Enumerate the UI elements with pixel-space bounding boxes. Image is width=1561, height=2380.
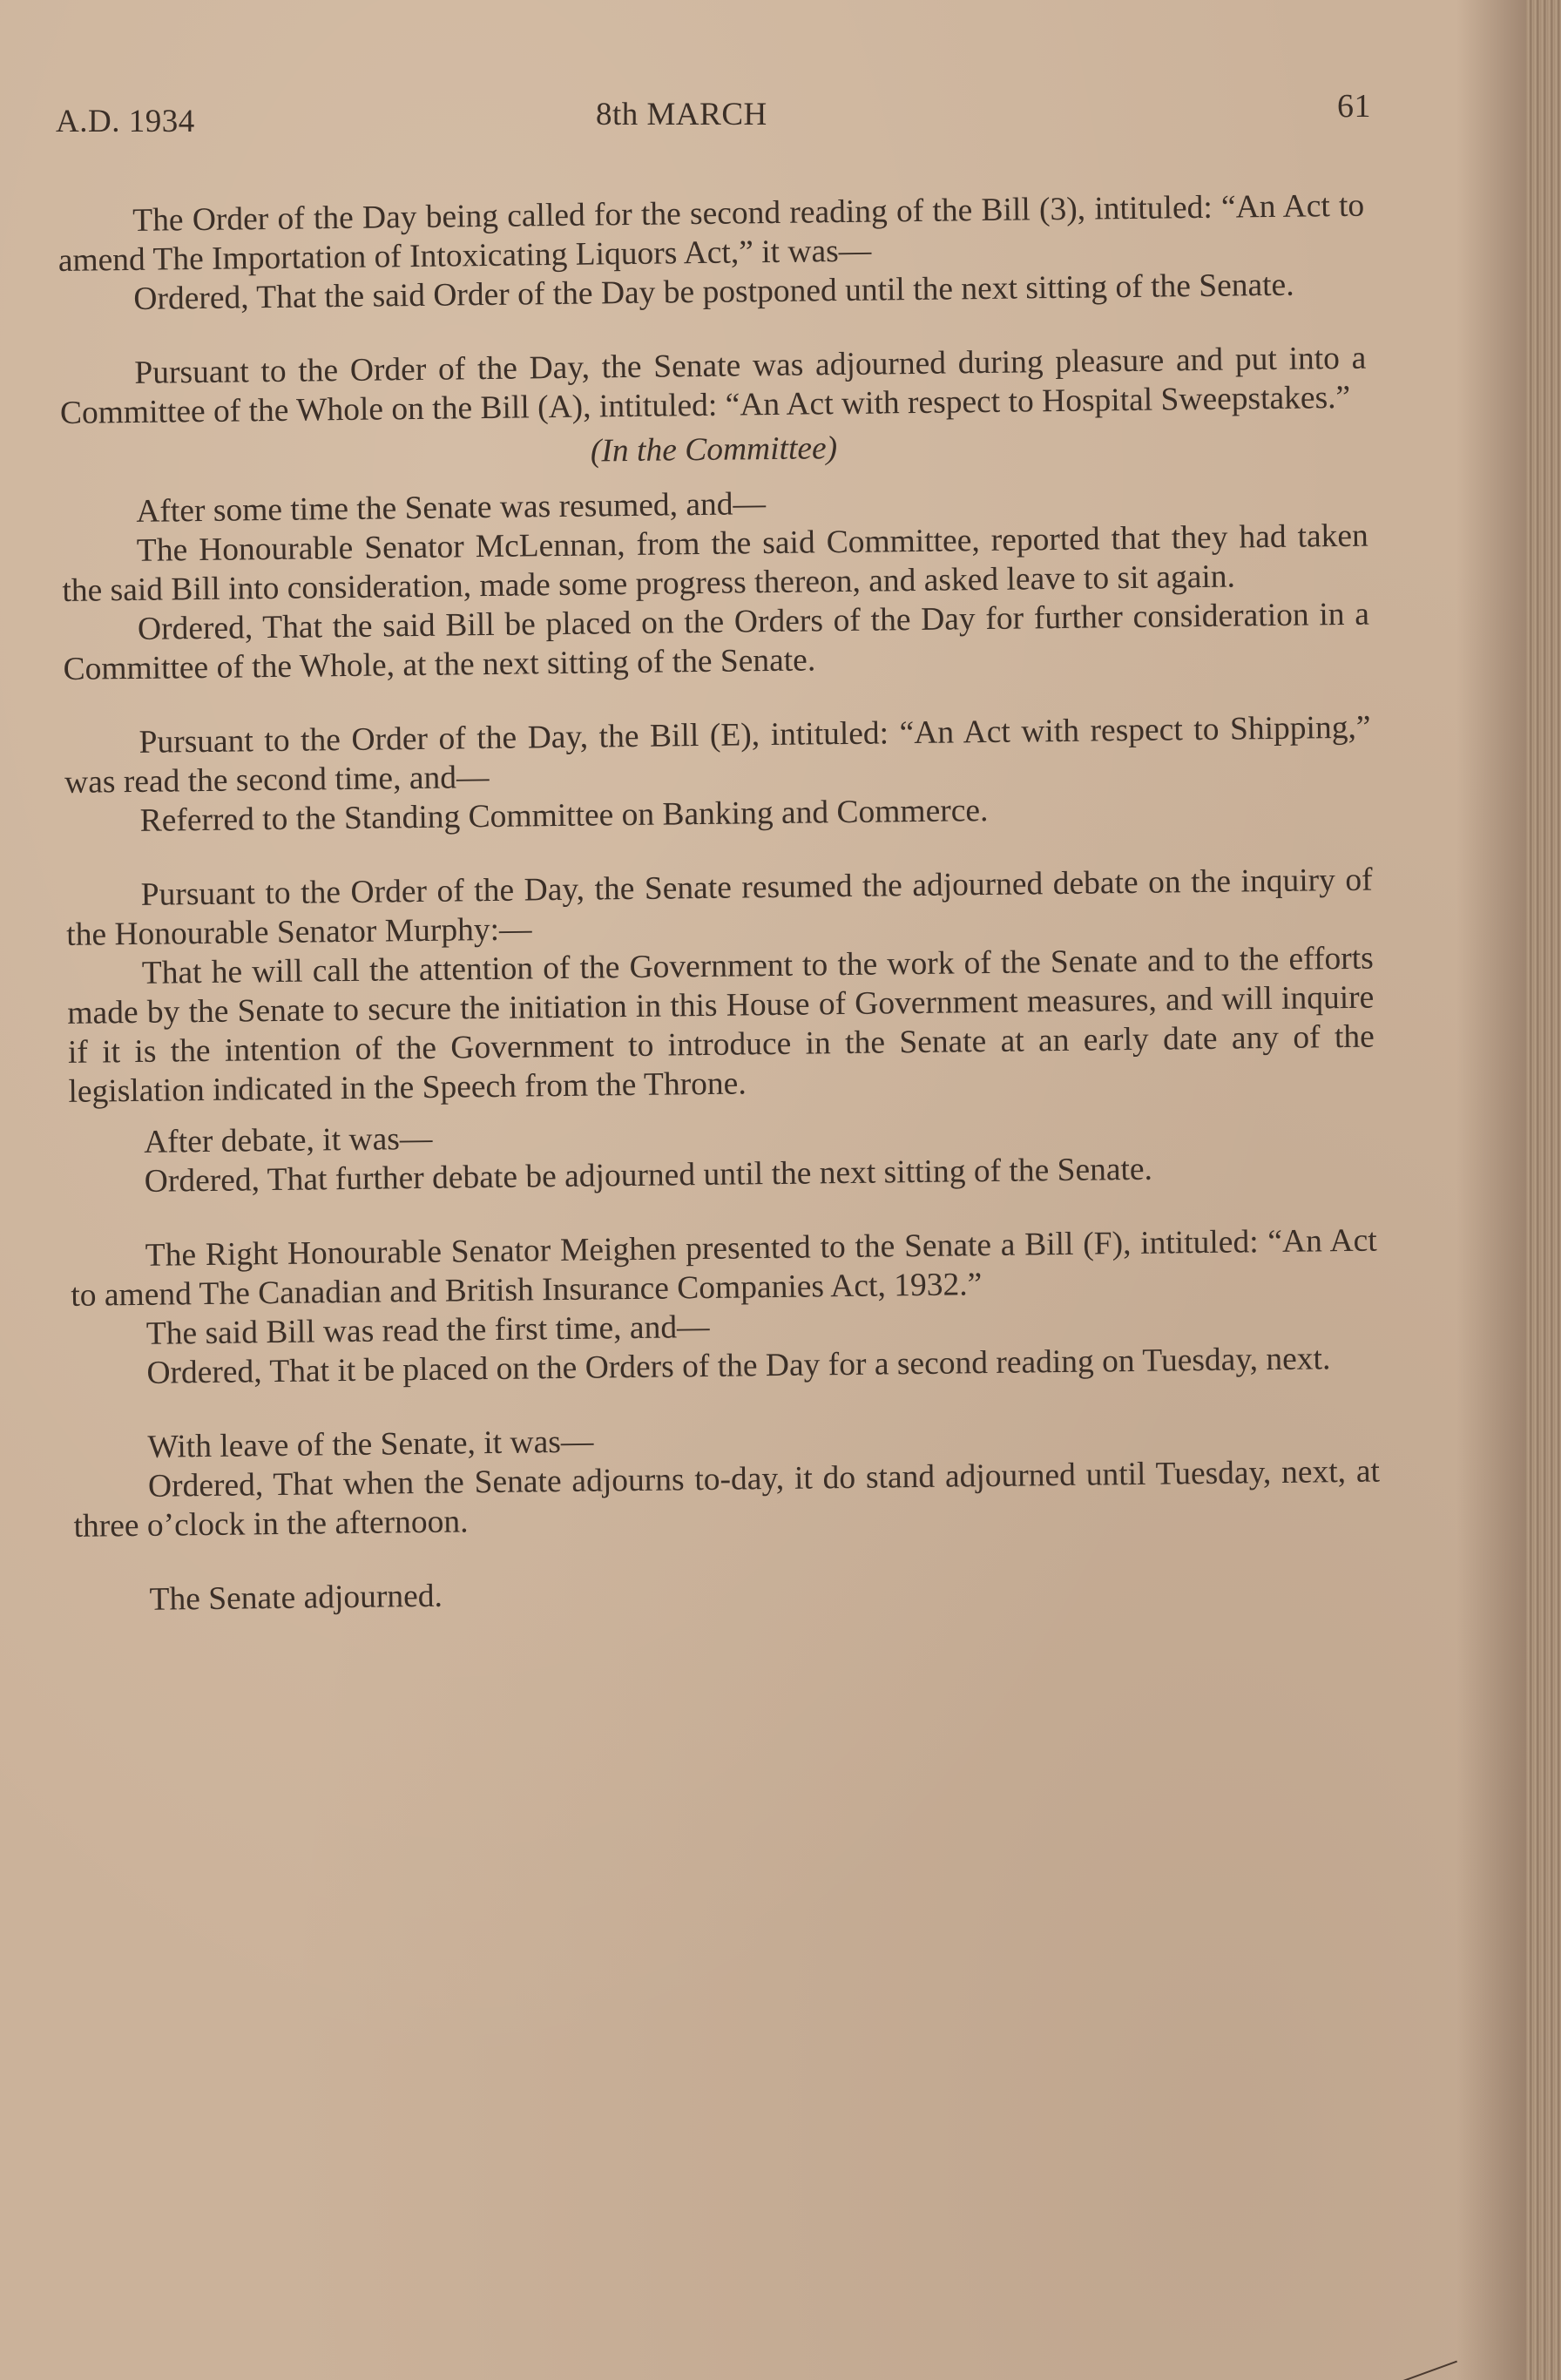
journal-body	[57, 186, 1382, 1620]
paragraph-senate-resumed: After some time the Senate was resumed, and—	[136, 486, 767, 530]
header-date: 8th MARCH	[596, 97, 767, 132]
header-year: A.D. 1934	[56, 104, 195, 139]
page-header	[56, 87, 1371, 139]
book-page-edges	[1526, 0, 1561, 2380]
paragraph-bill-e-second-reading: Pursuant to the Order of the Day, the Bill (E), intituled: “An Act with respect to Shipping,” was read the second time, and—	[64, 709, 1371, 801]
paragraph-bill-3-second-reading: The Order of the Day being called for the second reading of the Bill (3), intituled: “An Act to amend The Importation of Intoxicating Liquors Act,” it was—	[57, 187, 1365, 279]
page-shadow	[1456, 0, 1526, 2380]
paragraph-senate-adjourned: The Senate adjourned.	[149, 1578, 443, 1618]
paragraph-second-reading-tuesday: Ordered, That it be placed on the Orders of the Day for a second reading on Tuesday, next.	[146, 1341, 1331, 1391]
pencil-mark	[1395, 2348, 1457, 2380]
paragraph-murphy-inquiry: That he will call the attention of the Government to the work of the Senate and to the efforts made by the Senate to secure the initiation in this House of Government measures, and will inquire if it is the intention of the Government to introduce in the Senate at an early date any of the legislation indicated in the Speech from the Throne.	[67, 940, 1375, 1110]
paragraph-mclennan-report: The Honourable Senator McLennan, from the said Committee, reported that they had taken the said Bill into consideration, made some progress thereon, and asked leave to sit again.	[62, 517, 1369, 609]
paragraph-referred-to-committee: Referred to the Standing Committee on Banking and Commerce.	[139, 793, 989, 839]
section-heading-in-committee: (In the Committee)	[590, 430, 838, 470]
page-number: 61	[1337, 88, 1371, 125]
paragraph-adjourn-until-tuesday: Ordered, That when the Senate adjourns to-day, it do stand adjourned until Tuesday, next, at three o’clock in the afternoon.	[73, 1453, 1381, 1545]
paragraph-with-leave: With leave of the Senate, it was—	[147, 1423, 594, 1465]
paragraph-after-debate: After debate, it was—	[143, 1120, 433, 1160]
paragraph-order-postponed: Ordered, That the said Order of the Day be postponed until the next sitting of the Senate.	[133, 267, 1294, 317]
paragraph-debate-adjourned: Ordered, That further debate be adjourned until the next sitting of the Senate.	[144, 1151, 1153, 1200]
paragraph-adjourned-debate: Pursuant to the Order of the Day, the Senate resumed the adjourned debate on the inquiry of the Honourable Senator Murphy:—	[66, 862, 1373, 953]
paragraph-bill-placed-on-orders: Ordered, That the said Bill be placed on the Orders of the Day for further consideration in a Committee of the Whole, at the next sitting of the Senate.	[63, 596, 1370, 687]
paragraph-first-reading: The said Bill was read the first time, and—	[145, 1308, 710, 1352]
paragraph-committee-of-whole: Pursuant to the Order of the Day, the Senate was adjourned during pleasure and put into a Committee of the Whole on the Bill (A), intituled: “An Act with respect to Hospital Sweepstakes.”	[59, 340, 1367, 431]
paragraph-meighen-bill-f: The Right Honourable Senator Meighen presented to the Senate a Bill (F), intituled: “An Act to amend The Canadian and British Insurance Companies Act, 1932.”	[71, 1222, 1377, 1314]
